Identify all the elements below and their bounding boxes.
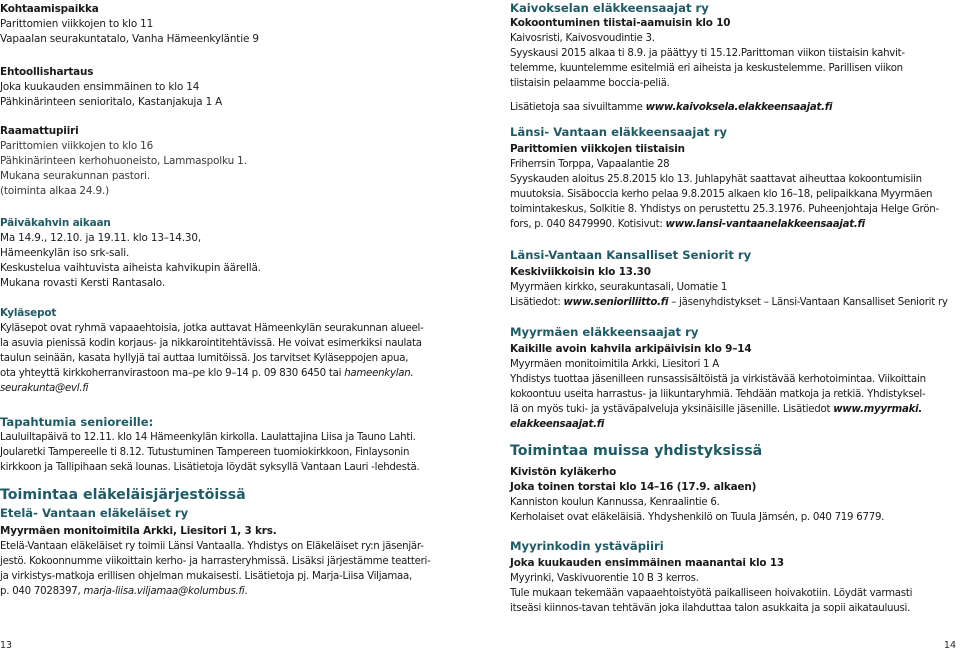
- lansi-vantaan-line-2: Syyskauden aloitus 25.8.2015 klo 13. Juhlapyhät saattavat aiheuttaa kokoontumisiin: [510, 174, 922, 185]
- etela-vantaan-email[interactable]: marja-liisa.viljamaa@kolumbus.fi: [83, 586, 245, 597]
- kiviston-time: Joka toinen torstai klo 14–16 (17.9. alkaen): [510, 481, 757, 493]
- myyrinkodin-line-2: Tule mukaan tekemään vapaaehtoistyötä paikalliseen hoivakotiin. Löydät varmasti: [510, 588, 913, 599]
- kylasepot-email[interactable]: seurakunta@evl.fi: [0, 383, 89, 394]
- section-kansalliset-seniorit: [510, 247, 948, 310]
- myyrinkodin-title: Myyrinkodin ystäväpiiri: [510, 539, 664, 553]
- etela-vantaan-line-2: jestö. Kokoonnumme viikoittain kerho- ja harrasteryhmissä. Lisäksi järjestämme teatteri-: [0, 556, 431, 567]
- paivakahvin-aikaan-title: Päiväkahvin aikaan: [0, 217, 111, 229]
- lansi-vantaan-place: Friherrsin Torppa, Vapaalantie 28: [510, 159, 670, 170]
- kylasepot-title: Kyläsepot: [0, 307, 57, 319]
- lansi-vantaan-line-3: muutoksia. Sisäboccia kerho pelaa 9.8.2015 alkaen klo 16–18, pelipaikkana Myyrmäen: [510, 189, 933, 200]
- myyrinkodin-place: Myyrinki, Vaskivuorentie 10 B 3 kerros.: [510, 573, 699, 584]
- section-toimintaa-elakelaisjarjestoissa: [0, 486, 431, 599]
- toimintaa-muissa-heading: Toimintaa muissa yhdistyksissä: [510, 443, 763, 459]
- raamattupiiri-place: Pähkinärinteen kerhohuoneisto, Lammaspolku 1.: [0, 155, 247, 167]
- section-kaivokselan: [510, 0, 905, 115]
- kohtaamispaikka-place: Vapaalan seurakuntatalo, Vanha Hämeenkyläntie 9: [0, 33, 259, 45]
- section-myyrmaen-elakkeensaajat: [510, 324, 926, 432]
- lansi-vantaan-time: Parittomien viikkojen tiistaisin: [510, 143, 685, 155]
- lansi-vantaan-link[interactable]: www.lansi-vantaanelakkeensaajat.fi: [665, 219, 865, 230]
- kaivokselan-link[interactable]: www.kaivoksela.elakkeensaajat.fi: [645, 102, 833, 113]
- kylasepot-line-2: la asuvia pienissä kodin korjaus- ja nikkarointitehtävissä. He voivat esimerkiksi naulata: [0, 338, 422, 349]
- kansalliset-seniorit-place: Myyrmäen kirkko, seurakuntasali, Uomatie 1: [510, 282, 728, 293]
- kohtaamispaikka-title: Kohtaamispaikka: [0, 3, 99, 15]
- ehtoollishartaus-title: Ehtoollishartaus: [0, 66, 94, 78]
- etela-vantaan-line-4: p. 040 7028397, marja-liisa.viljamaa@kolumbus.fi.: [0, 586, 248, 597]
- kylasepot-line-1: Kyläsepot ovat ryhmä vapaaehtoisia, jotka auttavat Hämeenkylän seurakunnan alueel-: [0, 323, 424, 334]
- kiviston-place: Kanniston koulun Kannussa, Kenraalintie 6.: [510, 497, 720, 508]
- myyrmaen-time: Kaikille avoin kahvila arkipäivisin klo 9–14: [510, 343, 752, 355]
- kaivokselan-title: Kaivokselan eläkkeensaajat ry: [510, 1, 709, 15]
- toimintaa-elakelaisjarjestoissa-heading: Toimintaa eläkeläisjärjestöissä: [0, 487, 246, 503]
- section-raamattupiiri: [0, 124, 247, 199]
- kohtaamispaikka-time: Parittomien viikkojen to klo 11: [0, 18, 154, 30]
- kylasepot-email-part[interactable]: hameenkylan.: [344, 368, 414, 379]
- kansalliset-seniorit-title: Länsi-Vantaan Kansalliset Seniorit ry: [510, 248, 752, 262]
- raamattupiiri-note: Mukana seurakunnan pastori.: [0, 170, 150, 182]
- myyrmaen-line-3: kokoontuu useita harrastus- ja liikuntaryhmiä. Tehdään matkoja ja retkiä. Yhdistyksel-: [510, 389, 926, 400]
- myyrmaen-place: Myyrmäen monitoimitila Arkki, Liesitori 1 A: [510, 359, 719, 370]
- kaivokselan-line-2: Syyskausi 2015 alkaa ti 8.9. ja päättyy ti 15.12.Parittoman viikon tiistaisin kahvit-: [510, 48, 905, 59]
- etela-vantaan-title: Etelä- Vantaan eläkeläiset ry: [0, 506, 189, 520]
- paivakahvin-aikaan-place: Hämeenkylän iso srk-sali.: [0, 247, 130, 259]
- kiviston-title: Kivistön kyläkerho: [510, 466, 617, 478]
- raamattupiiri-time: Parittomien viikkojen to klo 16: [0, 140, 154, 152]
- raamattupiiri-start: (toiminta alkaa 24.9.): [0, 185, 110, 197]
- lansi-vantaan-line-4: toimintakeskus, Solkitie 8. Yhdistys on perustettu 25.3.1976. Puheenjohtaja Helge Grön-: [510, 204, 939, 215]
- kylasepot-line-3: taulun seinään, kasata hyllyjä tai auttaa lumitöissä. Jos tarvitset Kyläseppojen apua,: [0, 353, 409, 364]
- section-toimintaa-muissa-yhdistyksissa: [510, 442, 884, 525]
- section-ehtoollishartaus: [0, 65, 222, 110]
- section-paivakahvin-aikaan: [0, 216, 261, 291]
- tapahtumia-title: Tapahtumia senioreille:: [0, 415, 154, 429]
- kansalliset-seniorit-link[interactable]: www.senioriliitto.fi: [563, 297, 669, 308]
- tapahtumia-line-2: Joularetki Tampereelle ti 8.12. Tutustuminen Tampereen tuomiokirkkoon, Finlaysonin: [0, 447, 410, 458]
- kaivokselan-time: Kokoontuminen tiistai-aamuisin klo 10: [510, 17, 731, 29]
- page-number-left: 13: [0, 640, 13, 651]
- lansi-vantaan-line-5: fors, p. 040 8479990. Kotisivut: www.lansi-vantaanelakkeensaajat.fi: [510, 219, 865, 230]
- section-kohtaamispaikka: [0, 2, 259, 47]
- kaivokselan-place: Kaivosristi, Kaivosvoudintie 3.: [510, 33, 655, 44]
- myyrinkodin-time: Joka kuukauden ensimmäinen maanantai klo 13: [510, 557, 784, 569]
- lansi-vantaan-title: Länsi- Vantaan eläkkeensaajat ry: [510, 125, 728, 139]
- paivakahvin-aikaan-desc: Keskustelua vaihtuvista aiheista kahvikupin äärellä.: [0, 262, 261, 274]
- myyrmaen-title: Myyrmäen eläkkeensaajat ry: [510, 325, 699, 339]
- section-kylasepot: [0, 306, 424, 396]
- myyrinkodin-line-3: itseäsi kiinnos-tavan tehtävän joka ilahduttaa talon asukkaita ja sopii aikatauluusi.: [510, 603, 911, 614]
- paivakahvin-aikaan-dates: Ma 14.9., 12.10. ja 19.11. klo 13–14.30,: [0, 232, 201, 244]
- ehtoollishartaus-time: Joka kuukauden ensimmäinen to klo 14: [0, 81, 200, 93]
- etela-vantaan-line-1: Etelä-Vantaan eläkeläiset ry toimii Länsi Vantaalla. Yhdistys on Eläkeläiset ry:n jäsenjär-: [0, 541, 424, 552]
- section-myyrinkodin-ystavapiiri: [510, 538, 912, 616]
- kaivokselan-more-info: Lisätietoja saa sivuiltamme www.kaivoksela.elakkeensaajat.fi: [510, 102, 833, 113]
- kylasepot-line-4: ota yhteyttä kirkkoherranvirastoon ma–pe klo 9–14 p. 09 830 6450 tai hameenkylan.: [0, 368, 414, 379]
- tapahtumia-line-3: kirkkoon ja Tallipihaan sekä lounas. Lisätietoja löydät syksyllä Vantaan Lauri -lehdestä.: [0, 462, 420, 473]
- tapahtumia-line-1: Lauluiltapäivä to 12.11. klo 14 Hämeenkylän kirkolla. Laulattajina Liisa ja Tauno Lahti.: [0, 432, 416, 443]
- raamattupiiri-title: Raamattupiiri: [0, 125, 79, 137]
- paivakahvin-aikaan-host: Mukana rovasti Kersti Rantasalo.: [0, 277, 165, 289]
- kansalliset-seniorit-info: Lisätiedot: www.senioriliitto.fi – jäsenyhdistykset – Länsi-Vantaan Kansalliset Seniorit ry: [510, 297, 948, 308]
- etela-vantaan-place: Myyrmäen monitoimitila Arkki, Liesitori 1, 3 krs.: [0, 525, 277, 537]
- myyrmaen-line-4: lä on myös tuki- ja ystäväpalveluja yksinäisille jäsenille. Lisätiedot www.myyrmaki.: [510, 404, 922, 415]
- kiviston-contact: Kerholaiset ovat eläkeläisiä. Yhdyshenkilö on Tuula Jämsén, p. 040 719 6779.: [510, 512, 885, 523]
- section-lansi-vantaan-elakkeensaajat: [510, 124, 939, 232]
- kaivokselan-line-4: tiistaisin pelaamme boccia-peliä.: [510, 78, 670, 89]
- kaivokselan-line-3: telemme, kuuntelemme esitelmiä eri aiheista ja keskustelemme. Parillisen viikon: [510, 63, 903, 74]
- kansalliset-seniorit-time: Keskiviikkoisin klo 13.30: [510, 266, 651, 278]
- myyrmaen-link[interactable]: elakkeensaajat.fi: [510, 419, 605, 430]
- page-number-right: 14: [943, 640, 956, 651]
- etela-vantaan-line-3: ja virkistys-matkoja erillisen ohjelman mukaisesti. Lisätietoja pj. Marja-Liisa Viljamaa,: [0, 571, 412, 582]
- myyrmaen-link-part[interactable]: www.myyrmaki.: [833, 404, 922, 415]
- section-tapahtumia: [0, 414, 419, 475]
- ehtoollishartaus-place: Pähkinärinteen senioritalo, Kastanjakuja 1 A: [0, 96, 223, 108]
- myyrmaen-line-2: Yhdistys tuottaa jäsenilleen runsassisältöistä ja virkistävää kerhotoimintaa. Viikoittain: [510, 374, 926, 385]
